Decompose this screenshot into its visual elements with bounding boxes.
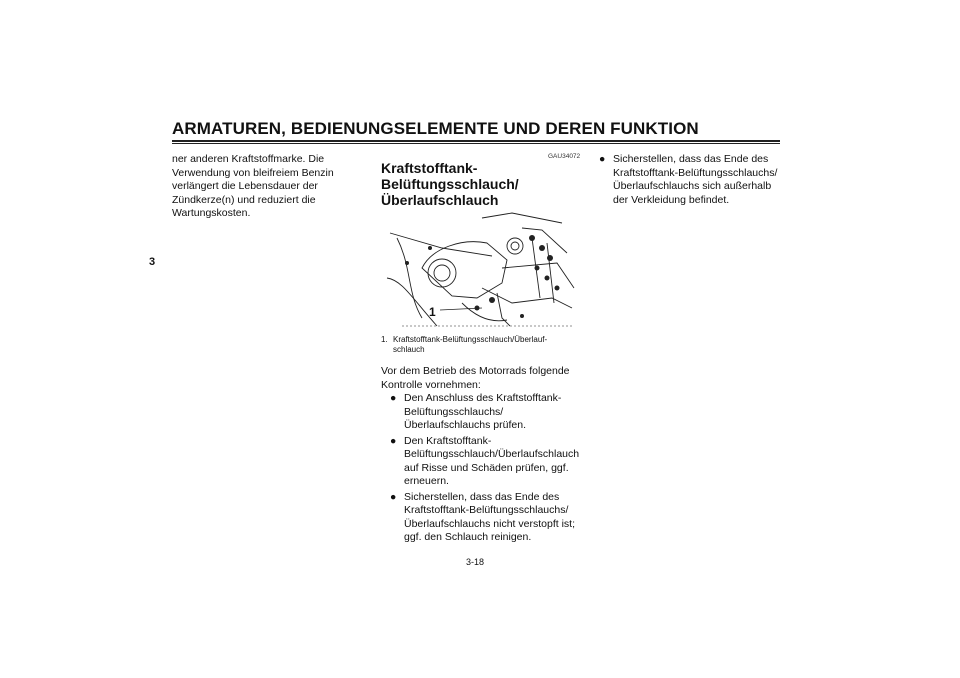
caption-text: Kraftstofftank-Belüftungsschlauch/Überlauf-: [393, 335, 548, 344]
figure-caption: [381, 335, 581, 355]
chapter-tab: 3: [148, 256, 156, 268]
check-list: [390, 392, 580, 547]
list-item: ● Sicherstellen, dass das Ende des Kraftstofftank-Belüftungsschlauchs/Überlaufschlauchs nicht verstopft ist; ggf. den Schlauch reinigen.: [390, 490, 575, 543]
bullet-icon: ●: [390, 392, 397, 404]
column1-paragraph: ner anderen Kraftstoffmarke. Die Verwendung von bleifreiem Benzin verlängert die Lebensdauer der Zündkerze(n) und reduziert die Wartungskosten.: [172, 153, 334, 219]
page-number: 3-18: [466, 557, 485, 567]
check-list-continued: [599, 153, 781, 209]
fuel-hose-figure: [382, 208, 576, 333]
list-item: ● Den Kraftstofftank-Belüftungsschlauch/Überlaufschlauch auf Risse und Schäden prüfen, ggf. erneuern.: [390, 434, 580, 487]
page-title: ARMATUREN, BEDIENUNGSELEMENTE UND DEREN FUNKTION: [172, 119, 699, 138]
bullet-icon: ●: [599, 153, 606, 165]
figure-callout-1: 1: [429, 305, 436, 319]
bullet-icon: ●: [390, 490, 397, 503]
caption-text-continued: schlauch: [393, 345, 425, 354]
list-item: ● Den Anschluss des Kraftstofftank-Belüftungsschlauchs/Überlaufschlauchs prüfen.: [390, 392, 562, 431]
section-heading: Kraftstofftank-Belüftungsschlauch/Überlaufschlauch: [381, 160, 519, 208]
list-item: ● Sicherstellen, dass das Ende des Kraftstofftank-Belüftungsschlauchs/Überlaufschlauchs sich außerhalb der Verkleidung befindet.: [599, 153, 778, 206]
header-rule: [172, 140, 780, 142]
caption-number: 1.: [381, 335, 388, 344]
header-rule-thin: [172, 143, 780, 144]
bullet-icon: ●: [390, 434, 397, 447]
check-intro: Vor dem Betrieb des Motorrads folgende Kontrolle vornehmen:: [381, 365, 570, 391]
section-code: GAU34072: [548, 153, 581, 160]
